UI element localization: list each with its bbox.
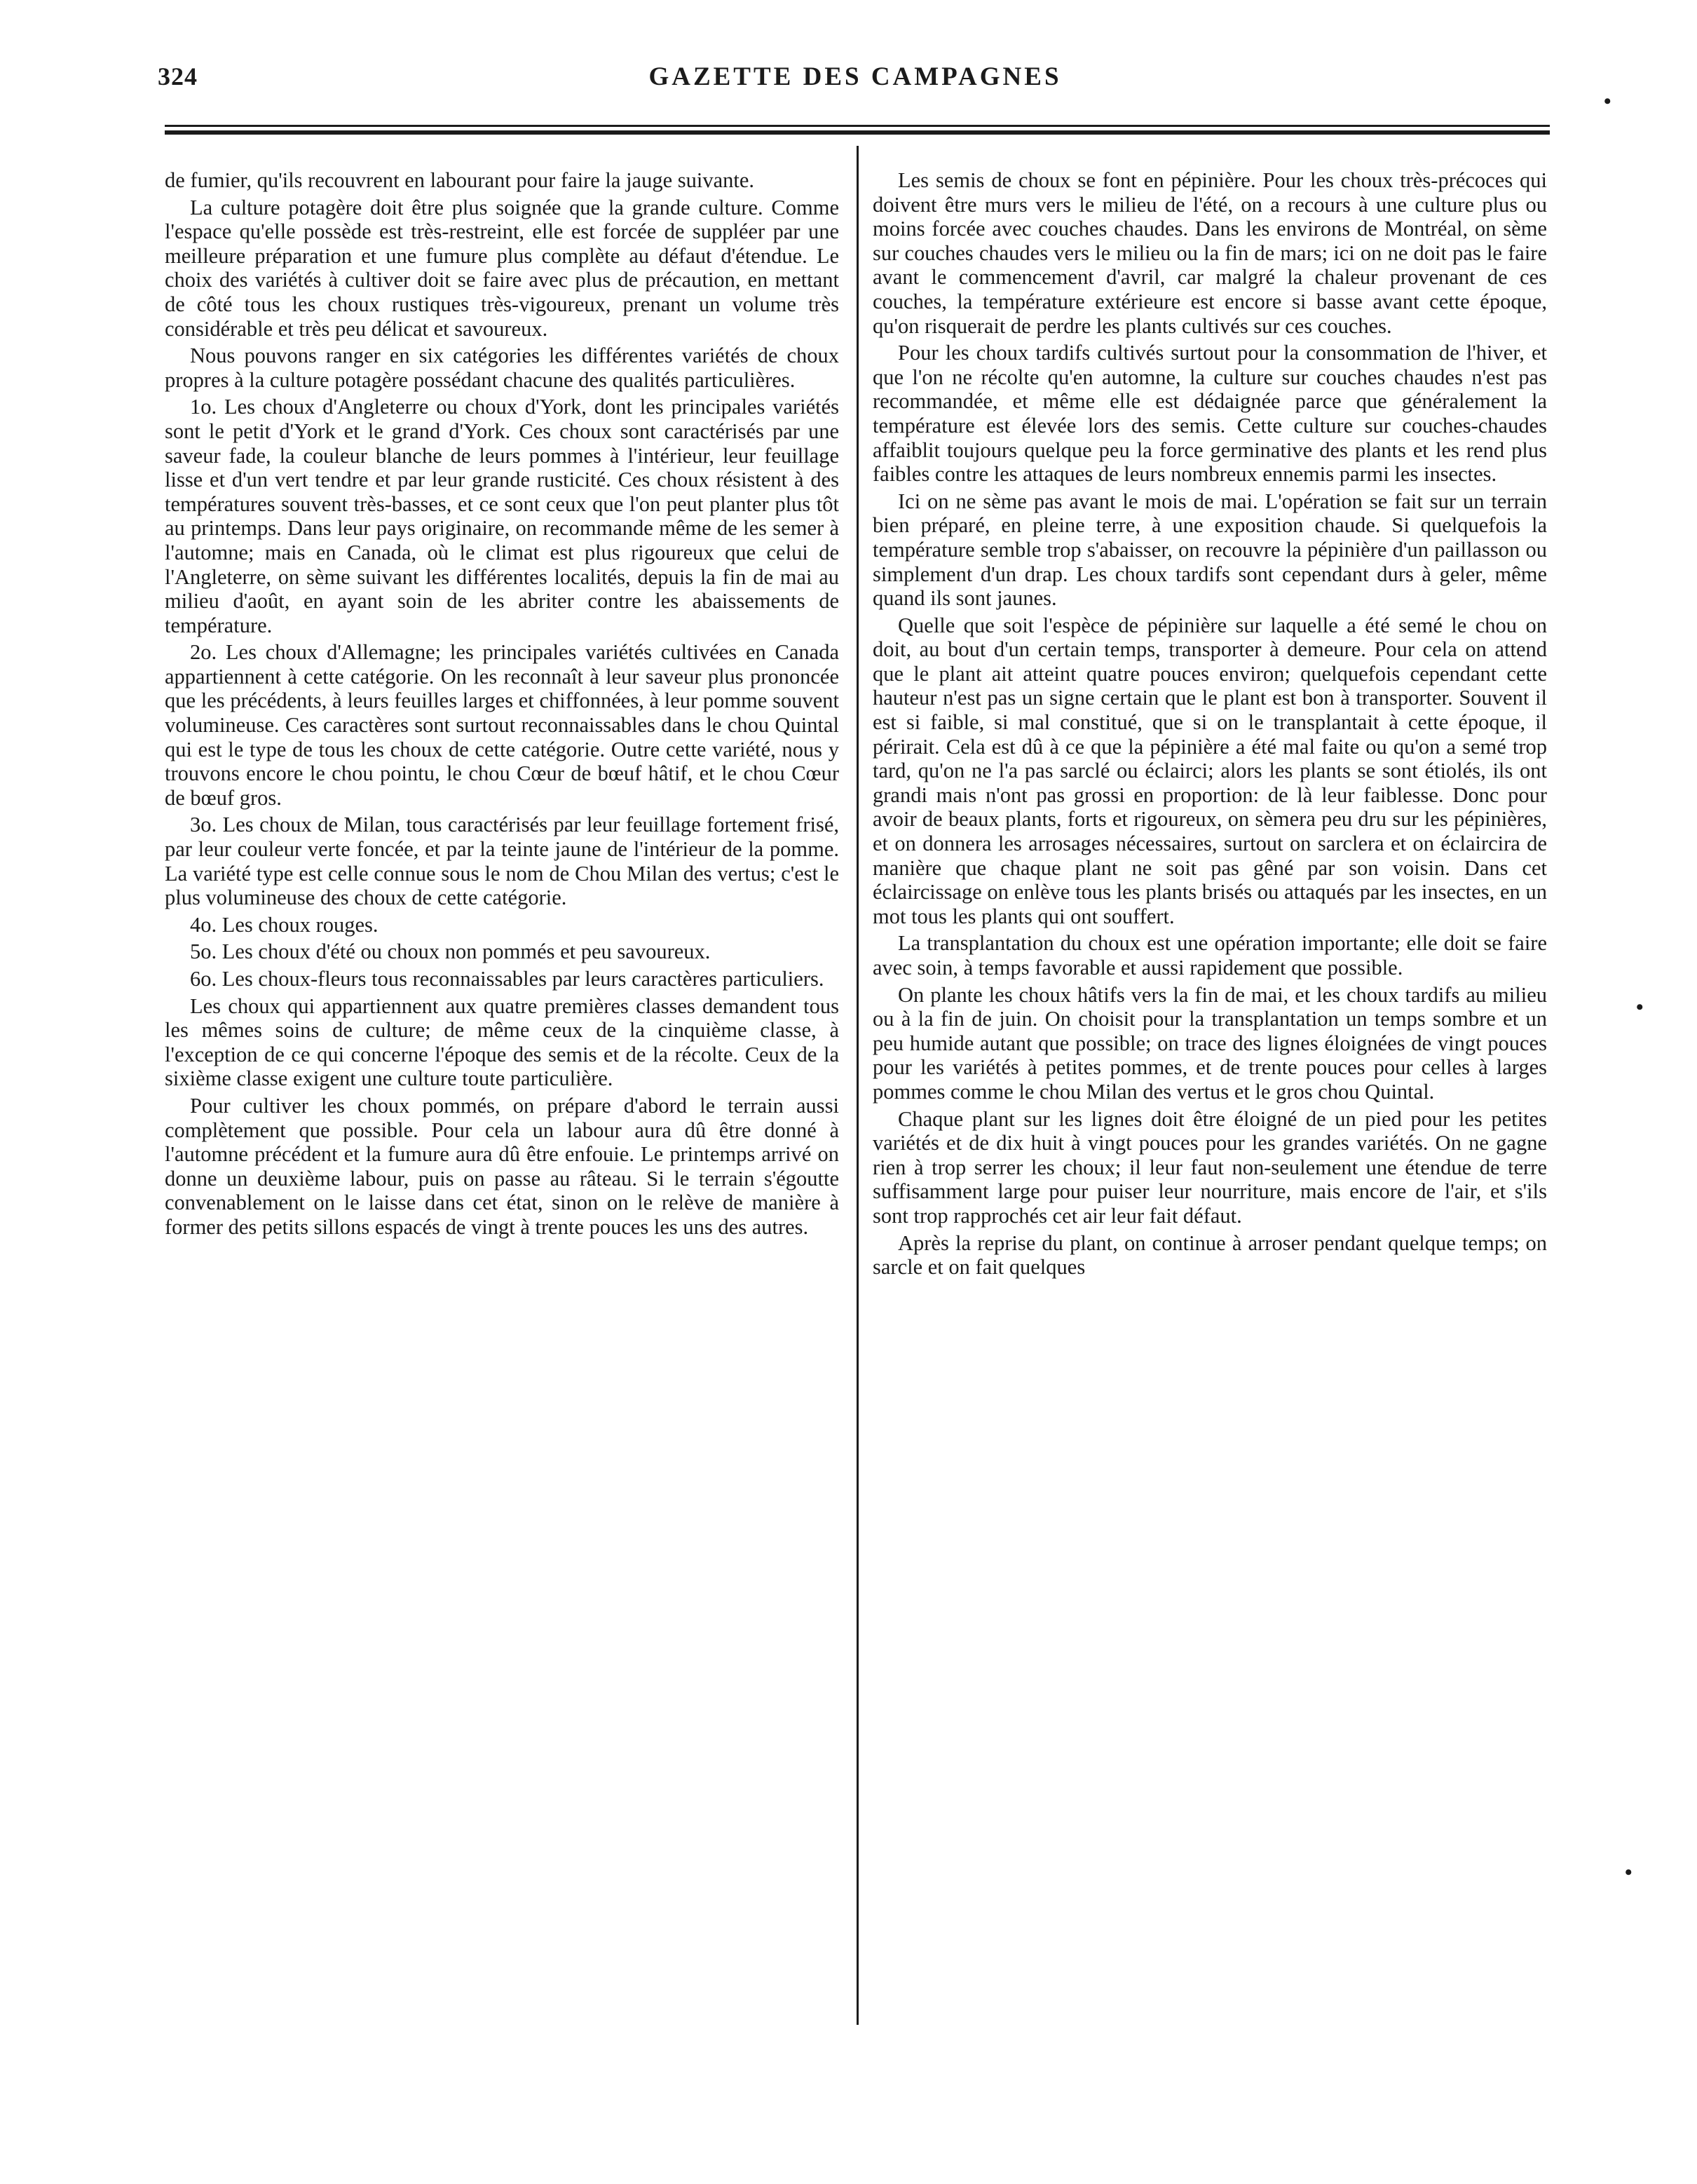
ink-speck-mark: • [1636,996,1644,1019]
paragraph: Après la reprise du plant, on continue à arroser pendant quelque temps; on sarcle et on fait quelques [873,1230,1547,1280]
ink-speck-mark: • [1604,90,1611,113]
paragraph: 6o. Les choux-fleurs tous reconnaissables par leurs caractères particuliers. [190,967,824,991]
page-header [158,62,1553,104]
paragraph: La culture potagère doit être plus soignée que la grande culture. Comme l'espace qu'elle possède est très-restreint, elle est forcée de suppléer par une meilleure préparation et une fumure plus complète au défaut d'étendue. Le choix des variétés à cultiver doit se faire avec plus de précaution, en mettant de côté tous les choux rustiques très-vigoureux, prenant un volume très considérable et très peu délicat et savoureux. [165,195,839,341]
header-rule-thick [165,130,1550,135]
paragraph: 4o. Les choux rouges. [190,912,379,937]
paragraph: Quelle que soit l'espèce de pépinière sur laquelle a été semé le chou on doit, au bout d'un certain temps, transporter à demeure. Pour cela on attend que le plant ait atteint quatre pouces environ; quelquefois cependant cette hauteur n'est pas un signe certain que le plant est bon à transporter. Souvent il est si faible, si mal constitué, que si on le transplantait à cette époque, il périrait. Cela est dû à ce que la pépinière a été mal faite ou qu'on a semé trop tard, qu'on ne l'a pas sarclé ou éclairci; alors les plants se sont étiolés, ils ont grandi mais n'ont pas grossi en proportion: de là leur faiblesse. Donc pour avoir de beaux plants, forts et rigoureux, on sèmera peu dru sur les pépinières, et on donnera les arrosages nécessaires, surtout on sarclera et on éclaircira de manière que chaque plant ne soit pas gêné par son voisin. Dans cet éclaircissage on enlève tous les plants brisés ou attaqués par les insectes, en un mot tous les plants qui ont souffert. [873,613,1547,928]
paragraph: 5o. Les choux d'été ou choux non pommés et peu savoureux. [190,940,711,964]
paragraph: On plante les choux hâtifs vers la fin de mai, et les choux tardifs au milieu ou à la fin de juin. On choisit pour la transplantation un temps sombre et un peu humide autant que possible; on trace des lignes éloignées de vingt pouces pour les variétés à petites pommes, et de trente pouces pour celles à larges pommes comme le chou Milan des vertus et le gros chou Quintal. [873,982,1547,1104]
paragraph: de fumier, qu'ils recouvrent en labourant pour faire la jauge suivante. [165,168,755,192]
paragraph: Chaque plant sur les lignes doit être éloigné de un pied pour les petites variétés et de dix huit à vingt pouces pour les grandes variétés. On ne gagne rien à trop serrer les choux; il leur faut non-seulement une étendue de terre suffisamment large pour puiser leur nourriture, mais encore de l'air, et s'ils sont trop rapprochés cet air leur fait défaut. [873,1106,1547,1228]
journal-title: GAZETTE DES CAMPAGNES [648,62,1062,91]
paragraph: Pour cultiver les choux pommés, on prépare d'abord le terrain aussi complètement que possible. Pour cela un labour aura dû être donné à l'automne précédent et la fumure aura dû être enfouie. Le printemps arrivé on donne un deuxième labour, puis on passe au râteau. Si le terrain s'égoutte convenablement on le laisse dans cet état, sinon on le relève de manière à former des petits sillons espacés de vingt à trente pouces les uns des autres. [165,1093,839,1239]
paragraph: Les choux qui appartiennent aux quatre premières classes demandent tous les mêmes soins de culture; de même ceux de la cinquième classe, à l'exception de ce qui concerne l'époque des semis et de la récolte. Ceux de la sixième classe exigent une culture toute particulière. [165,993,839,1091]
header-rule-thin [165,125,1550,127]
paragraph: 1o. Les choux d'Angleterre ou choux d'York, dont les principales variétés sont le petit d'York et le grand d'York. Ces choux sont caractérisés par une saveur fade, la couleur blanche de leurs pommes à l'intérieur, leur feuillage lisse et d'un vert tendre et par leur grande rusticité. Ces choux résistent à des températures souvent très-basses, et ce sont ceux que l'on peut planter plus tôt au printemps. Dans leur pays originaire, on recommande même de les semer à l'automne; mais en Canada, où le climat est plus rigoureux que celui de l'Angleterre, on sème suivant les différentes localités, depuis la fin de mai au milieu d'août, en ayant soin de les abriter contre les abaissements de température. [165,395,839,637]
right-column [873,168,1547,1280]
paragraph: La transplantation du choux est une opération importante; elle doit se faire avec soin, à temps favorable et aussi rapidement que possible. [873,931,1547,979]
page-number: 324 [158,62,198,90]
paragraph: Pour les choux tardifs cultivés surtout pour la consommation de l'hiver, et que l'on ne récolte qu'en automne, la culture sur couches chaudes n'est pas recommandée, et même elle est dédaignée parce que généralement la température est élevée lors des semis. Cette culture sur couches-chaudes affaiblit toujours quelque peu la force germinative des plants et les rend plus faibles contre les attaques de leurs nombreux ennemis parmi les insectes. [873,341,1547,487]
ink-speck-mark: • [1625,1861,1633,1884]
paragraph: Nous pouvons ranger en six catégories les différentes variétés de choux propres à la culture potagère possédant chacune des qualités particulières. [165,344,839,392]
paragraph: Ici on ne sème pas avant le mois de mai. L'opération se fait sur un terrain bien préparé, en pleine terre, à une exposition chaude. Si quelquefois la température semble trop s'abaisser, on recouvre la pépinière d'un paillasson ou simplement d'un drap. Les choux tardifs sont cependant durs à geler, même quand ils sont jaunes. [873,489,1547,611]
column-divider [857,146,859,2025]
paragraph: 2o. Les choux d'Allemagne; les principales variétés cultivées en Canada appartiennent à cette catégorie. On les reconnaît à leur saveur plus prononcée que les précédents, à leurs feuilles larges et chiffonnées, à leur pomme souvent volumineuse. Ces caractères sont surtout reconnaissables dans le chou Quintal qui est le type de tous les choux de cette catégorie. Outre cette variété, nous y trouvons encore le chou pointu, le chou Cœur de bœuf hâtif, et le chou Cœur de bœuf gros. [165,640,839,810]
paragraph: 3o. Les choux de Milan, tous caractérisés par leur feuillage fortement frisé, par leur couleur verte foncée, et par la teinte jaune de l'intérieur de la pomme. La variété type est celle connue sous le nom de Chou Milan des vertus; c'est le plus volumineuse des choux de cette catégorie. [165,813,839,910]
paragraph: Les semis de choux se font en pépinière. Pour les choux très-précoces qui doivent être murs vers le milieu de l'été, on a recours à une culture plus ou moins forcée avec couches chaudes. Dans les environs de Montréal, on sème sur couches chaudes vers le milieu ou la fin de mars; ici on ne doit pas le faire avant le commencement d'avril, car malgré la chaleur provenant de ces couches, la température extérieure est encore si basse avant cette époque, qu'on risquerait de perdre les plants cultivés sur ces couches. [873,168,1547,338]
left-column [165,168,839,1240]
